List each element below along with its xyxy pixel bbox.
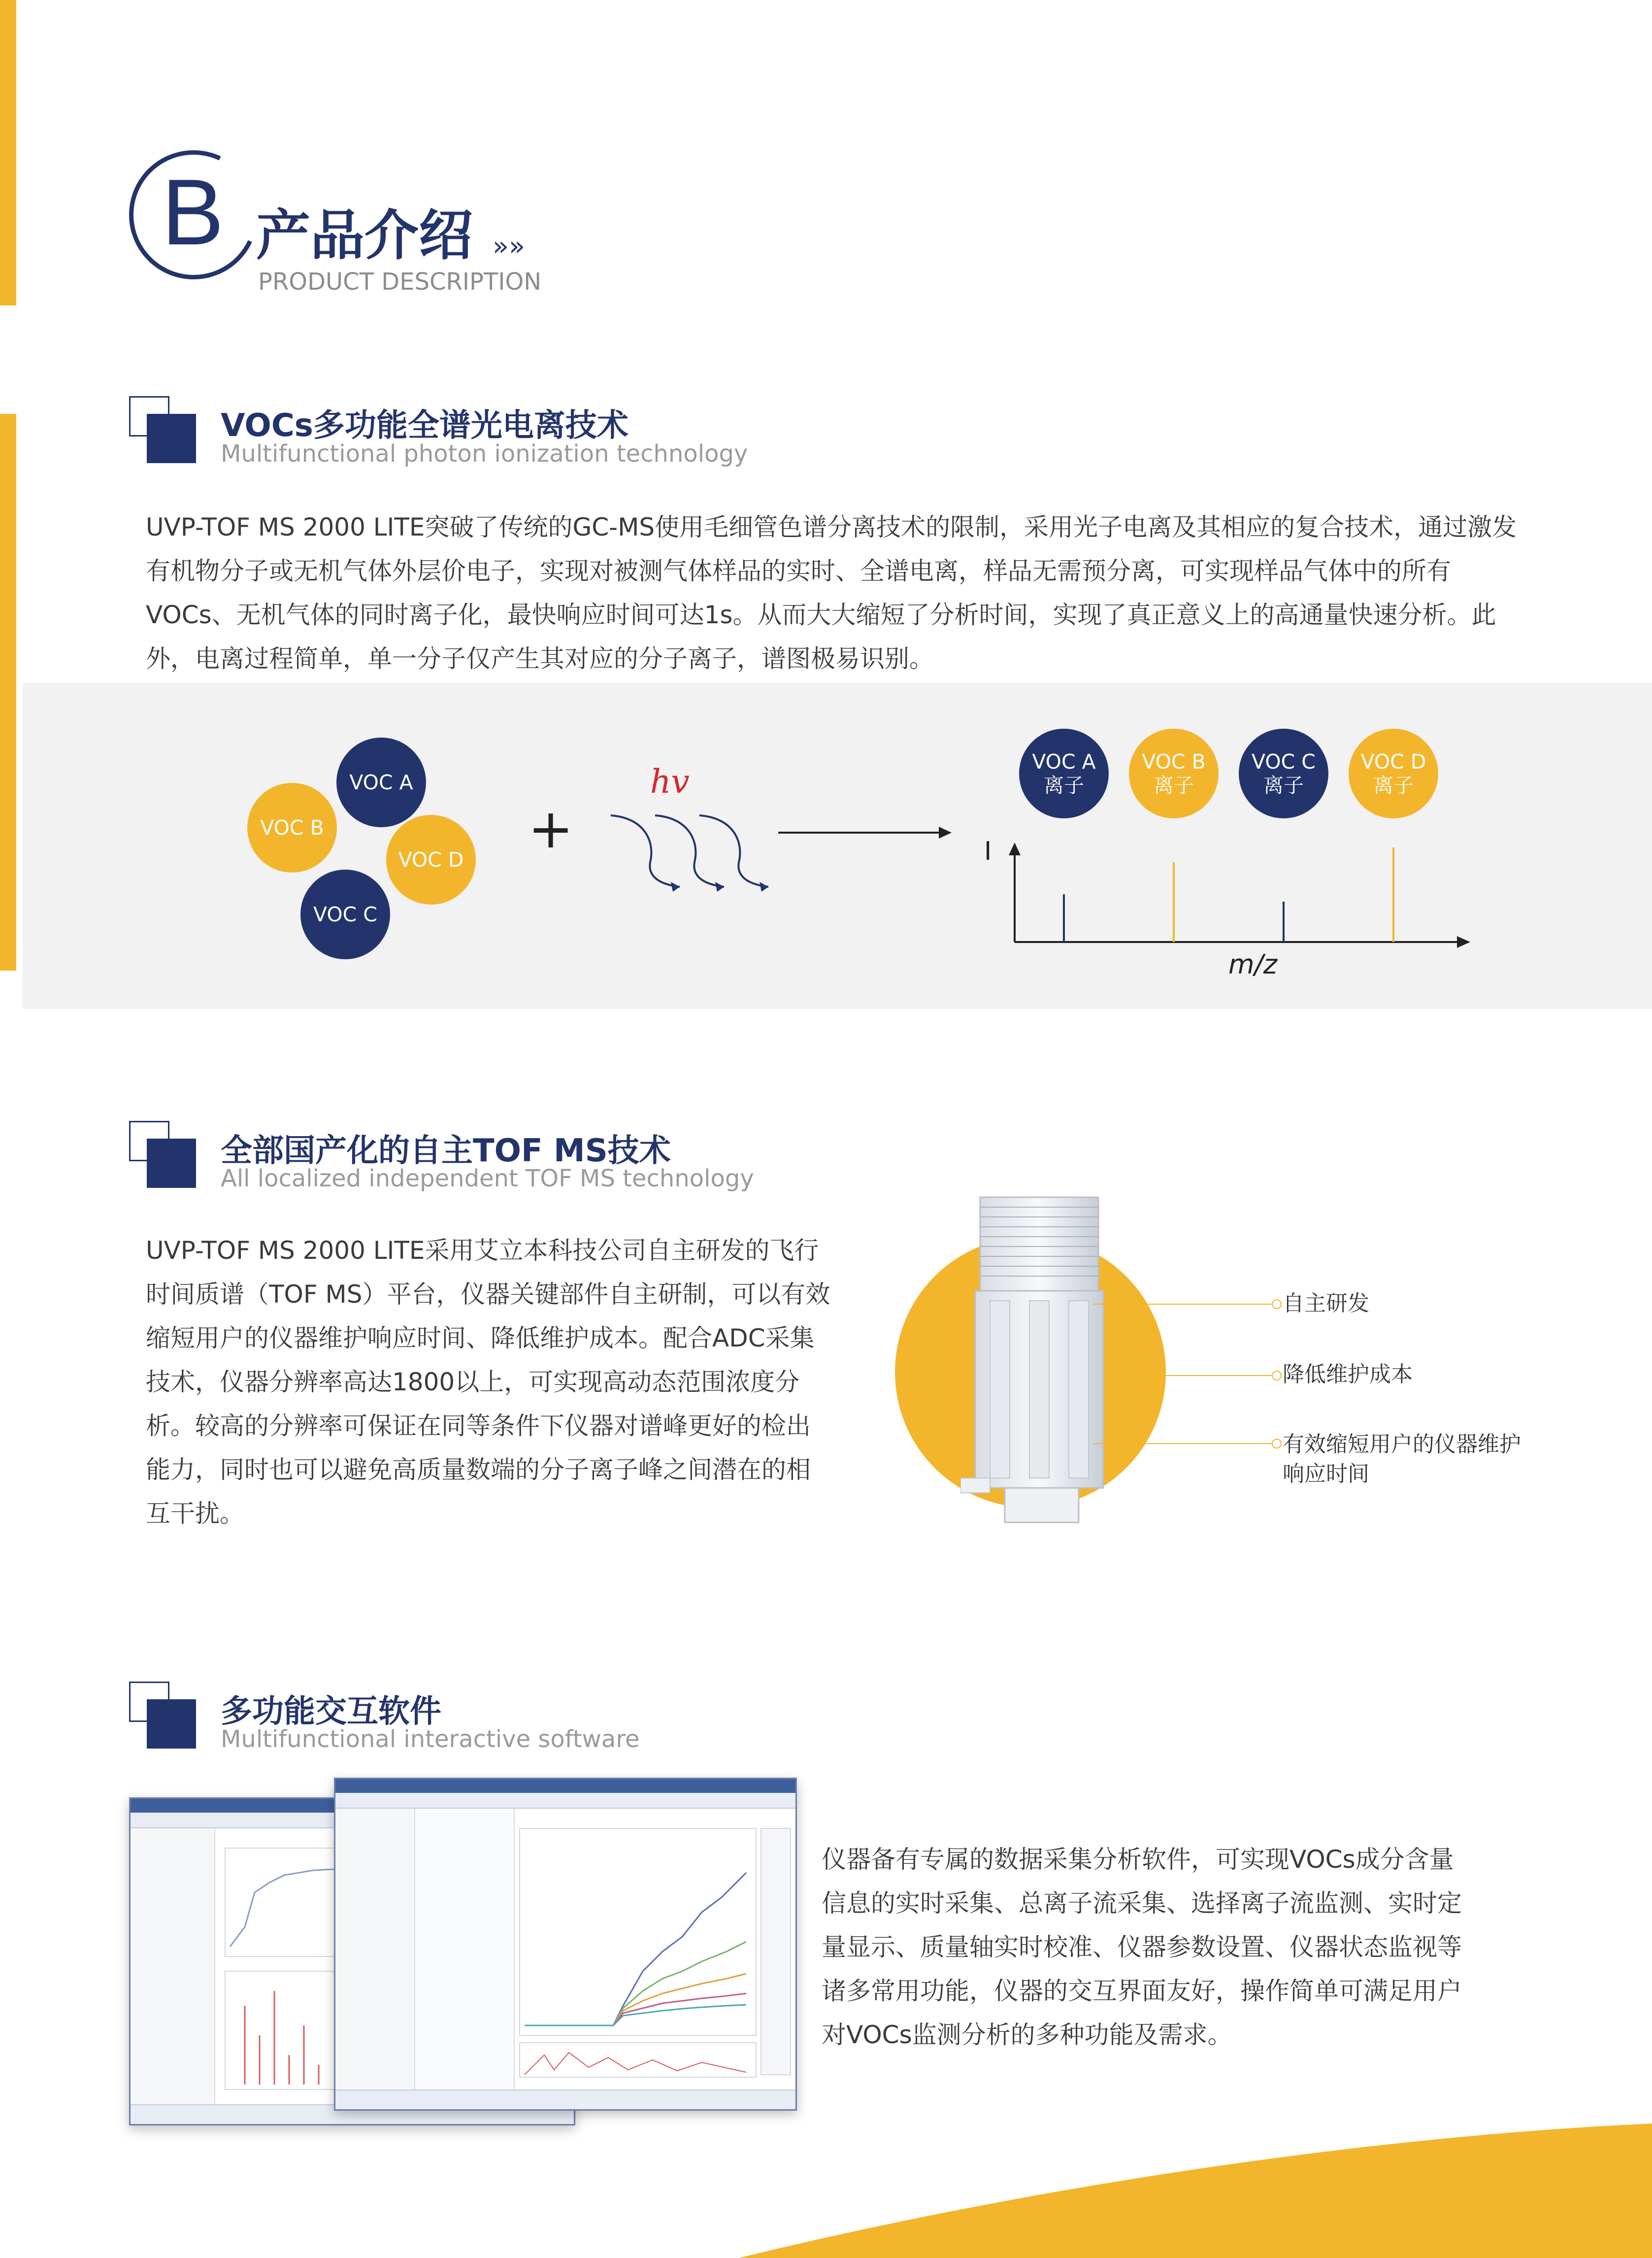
section3-line-4: 诸多常用功能，仪器的交互界面友好，操作简单可满足用户 bbox=[822, 1977, 1462, 2005]
ion-voc-b: VOC B 离子 bbox=[1129, 729, 1219, 818]
section2-paragraph bbox=[146, 1229, 845, 1536]
feature-line-2 bbox=[1113, 1375, 1281, 1376]
hv-label: hv bbox=[650, 763, 690, 801]
section2-line-7: 互干扰。 bbox=[146, 1499, 244, 1528]
section2-line-5: 析。较高的分辨率可保证在同等条件下仪器对谱峰更好的检出 bbox=[146, 1412, 811, 1440]
molecule-voc-b: VOC B bbox=[247, 783, 337, 873]
y-axis-label: I bbox=[984, 837, 992, 866]
header-subtitle: PRODUCT DESCRIPTION bbox=[258, 268, 542, 296]
section1-subtitle: Multifunctional photon ionization technology bbox=[221, 440, 748, 468]
molecule-voc-c: VOC C bbox=[300, 870, 390, 959]
left-accent-bar-top bbox=[0, 0, 16, 305]
section1-line-1: UVP-TOF MS 2000 LITE突破了传统的GC-MS使用毛细管色谱分离技术的限制，采用光子电离及其相应的复合技术，通过激发 bbox=[146, 513, 1517, 541]
section1-title: VOCs多功能全谱光电离技术 bbox=[221, 407, 628, 444]
section2-line-2: 时间质谱（TOF MS）平台，仪器关键部件自主研制，可以有效 bbox=[146, 1280, 830, 1309]
photon-waves bbox=[601, 803, 788, 897]
section3-line-2: 信息的实时采集、总离子流采集、选择离子流监测、实时定 bbox=[822, 1889, 1462, 1918]
section2-subtitle: All localized independent TOF MS technology bbox=[221, 1165, 754, 1192]
mass-spectrum-plot bbox=[1005, 838, 1473, 956]
ion-voc-d: VOC D 离子 bbox=[1349, 729, 1438, 818]
header-title: 产品介绍 bbox=[256, 204, 473, 267]
section1-line-4: 外，电离过程简单，单一分子仅产生其对应的分子离子，谱图极易识别。 bbox=[146, 644, 934, 673]
section3-paragraph bbox=[822, 1838, 1511, 2057]
section2-line-1: UVP-TOF MS 2000 LITE采用艾立本科技公司自主研发的飞行 bbox=[146, 1236, 819, 1265]
ion-voc-a: VOC A 离子 bbox=[1019, 729, 1109, 818]
bottom-decorative-swoosh bbox=[0, 2119, 1652, 2258]
feature-label-2: 降低维护成本 bbox=[1283, 1362, 1413, 1387]
section1-icon bbox=[129, 396, 178, 445]
software-screenshot-front bbox=[334, 1778, 797, 2111]
ion-voc-c: VOC C 离子 bbox=[1239, 729, 1328, 818]
molecule-voc-a: VOC A bbox=[336, 738, 426, 827]
section2-title: 全部国产化的自主TOF MS技术 bbox=[221, 1133, 671, 1169]
feature-line-1 bbox=[1093, 1304, 1281, 1305]
section1-line-3: VOCs、无机气体的同时离子化，最快响应时间可达1s。从而大大缩短了分析时间，实现了真正意义上的高通量快速分析。此 bbox=[146, 601, 1496, 629]
feature-dot-2 bbox=[1272, 1371, 1282, 1381]
section1-paragraph bbox=[146, 506, 1525, 681]
feature-label-1: 自主研发 bbox=[1283, 1291, 1369, 1316]
header-arrows: »» bbox=[493, 231, 526, 262]
section3-icon bbox=[129, 1682, 198, 1751]
section2-line-4: 技术，仪器分辨率高达1800以上，可实现高动态范围浓度分 bbox=[146, 1368, 800, 1396]
section3-title: 多功能交互软件 bbox=[221, 1693, 441, 1730]
molecule-voc-d: VOC D bbox=[386, 815, 476, 905]
feature-dot-1 bbox=[1272, 1299, 1282, 1309]
section3-line-3: 量显示、质量轴实时校准、仪器参数设置、仪器状态监视等 bbox=[822, 1933, 1462, 1961]
section2-line-3: 缩短用户的仪器维护响应时间、降低维护成本。配合ADC采集 bbox=[146, 1324, 815, 1352]
feature-dot-3 bbox=[1272, 1439, 1282, 1449]
feature-label-3: 有效缩短用户的仪器维护 响应时间 bbox=[1283, 1432, 1521, 1486]
x-axis-label: m/z bbox=[1228, 949, 1278, 980]
section2-icon bbox=[129, 1121, 198, 1190]
section3-subtitle: Multifunctional interactive software bbox=[221, 1725, 640, 1753]
plus-sign: + bbox=[528, 797, 574, 860]
tof-ms-device-image bbox=[960, 1187, 1118, 1532]
section3-line-1: 仪器备有专属的数据采集分析软件，可实现VOCs成分含量 bbox=[822, 1845, 1454, 1874]
process-arrow bbox=[778, 823, 956, 843]
left-accent-bar-bottom bbox=[0, 414, 16, 971]
section2-line-6: 能力，同时也可以避免高质量数端的分子离子峰之间潜在的相 bbox=[146, 1455, 811, 1484]
section1-line-2: 有机物分子或无机气体外层价电子，实现对被测气体样品的实时、全谱电离，样品无需预分离，可实现样品气体中的所有 bbox=[146, 557, 1451, 585]
feature-line-3 bbox=[1093, 1443, 1281, 1444]
section3-line-5: 对VOCs监测分析的多种功能及需求。 bbox=[822, 2021, 1232, 2049]
header-letter: B bbox=[162, 160, 224, 265]
